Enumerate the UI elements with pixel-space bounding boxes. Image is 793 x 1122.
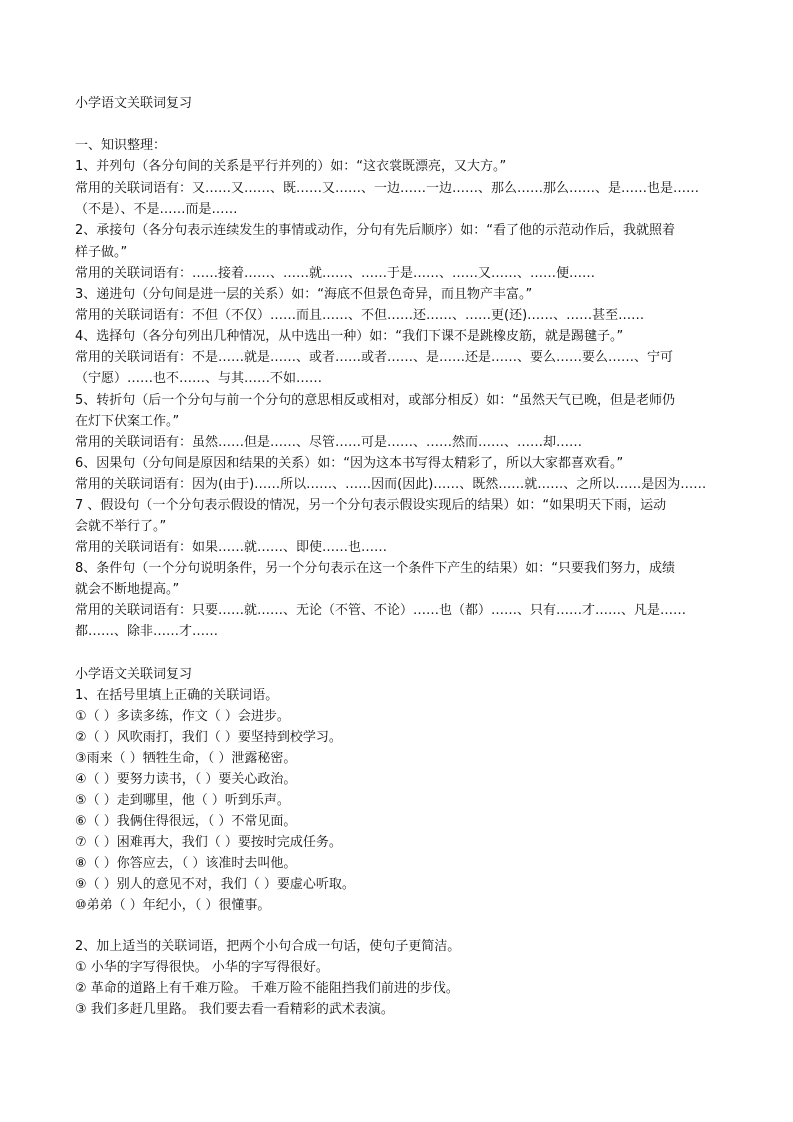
text-line: 常用的关联词语有：不是……就是……、或者……或者……、是……还是……、要么……要么……、宁可 — [75, 350, 674, 365]
text-line: 常用的关联词语有：如果……就……、即使……也…… — [75, 540, 388, 555]
text-line: 4、选择句（各分句列出几种情况，从中选出一种）如：“我们下课不是跳橡皮筋，就是踢毽子。” — [75, 329, 624, 344]
fill-blank-item: ⑩弟弟（ ）年纪小，（ ）很懂事。 — [75, 898, 271, 913]
section-heading-knowledge: 一、知识整理： — [75, 138, 167, 153]
text-line: 就会不断地提高。” — [75, 582, 180, 597]
text-line: 会就不举行了。” — [75, 519, 167, 534]
text-line: 都……、除非……才…… — [75, 624, 219, 639]
text-line: 常用的关联词语有：因为(由于)……所以……、……因而(因此)……、既然……就……、之所以……是因为…… — [75, 477, 707, 492]
combine-sentence-item: ③ 我们多赶几里路。 我们要去看一看精彩的武术表演。 — [75, 1002, 394, 1017]
fill-blank-item: ⑤（ ）走到哪里，他（ ）听到乐声。 — [75, 793, 290, 808]
fill-blank-item: ④（ ）要努力读书，（ ）要关心政治。 — [75, 772, 297, 787]
text-line: 常用的关联词语有：只要……就……、无论（不管、不论）……也（都）……、只有……才……、凡是…… — [75, 603, 687, 618]
fill-blank-item: ②（ ）风吹雨打，我们（ ）要坚持到校学习。 — [75, 730, 342, 745]
text-line: 常用的关联词语有：……接着……、……就……、……于是……、……又……、……便…… — [75, 266, 596, 281]
question-1-heading: 1、在括号里填上正确的关联词语。 — [75, 688, 279, 703]
combine-sentence-item: ① 小华的字写得很快。 小华的字写得很好。 — [75, 960, 329, 975]
fill-blank-item: ⑥（ ）我俩住得很远，（ ）不常见面。 — [75, 814, 297, 829]
text-line: 8、条件句（一个分句说明条件，另一个分句表示在这一个条件下产生的结果）如：“只要我们努力，成绩 — [75, 561, 676, 576]
fill-blank-item: ③雨来（ ）牺牲生命，（ ）泄露秘密。 — [75, 751, 297, 766]
combine-sentence-item: ② 革命的道路上有千难万险。 千难万险不能阻挡我们前进的步伐。 — [75, 981, 459, 996]
text-line: 7 、假设句（一个分句表示假设的情况，另一个分句表示假设实现后的结果）如：“如果明天下雨，运动 — [75, 498, 667, 513]
text-line: 常用的关联词语有：不但（不仅）……而且……、不但……还……、……更(还)……、……甚至…… — [75, 308, 645, 323]
fill-blank-item: ⑨（ ）别人的意见不对，我们（ ）要虚心听取。 — [75, 877, 355, 892]
fill-blank-item: ⑦（ ）困难再大，我们（ ）要按时完成任务。 — [75, 835, 342, 850]
text-line: 5、转折句（后一个分句与前一个分句的意思相反或相对，或部分相反）如：“虽然天气已晚，但是老师仍 — [75, 393, 676, 408]
text-line: 在灯下伏案工作。” — [75, 414, 180, 429]
text-line: 2、承接句（各分句表示连续发生的事情或动作，分句有先后顺序）如：“看了他的示范动作后，我就照着 — [75, 223, 676, 238]
text-line: （宁愿）……也不……、与其……不如…… — [75, 371, 323, 386]
document-title: 小学语文关联词复习 — [75, 96, 193, 111]
fill-blank-item: ⑧（ ）你答应去，（ ）该准时去叫他。 — [75, 856, 297, 871]
text-line: 1、并列句（各分句间的关系是平行并列的）如：“这衣裳既漂亮，又大方。” — [75, 159, 507, 174]
exercise-title: 小学语文关联词复习 — [75, 667, 193, 682]
text-line: （不是）、不是……而是…… — [75, 202, 238, 217]
text-line: 常用的关联词语有：又……又……、既……又……、一边……一边……、那么……那么……、是……也是…… — [75, 181, 700, 196]
text-line: 样子做。” — [75, 245, 128, 260]
text-line: 3、递进句（分句间是进一层的关系）如：“海底不但景色奇异，而且物产丰富。” — [75, 287, 533, 302]
text-line: 6、因果句（分句间是原因和结果的关系）如：“因为这本书写得太精彩了，所以大家都喜欢看。” — [75, 456, 624, 471]
text-line: 常用的关联词语有：虽然……但是……、尽管……可是……、……然而……、……却…… — [75, 435, 583, 450]
question-2-heading: 2、加上适当的关联词语，把两个小句合成一句话，使句子更简洁。 — [75, 939, 461, 954]
fill-blank-item: ①（ ）多读多练，作文（ ）会进步。 — [75, 709, 290, 724]
